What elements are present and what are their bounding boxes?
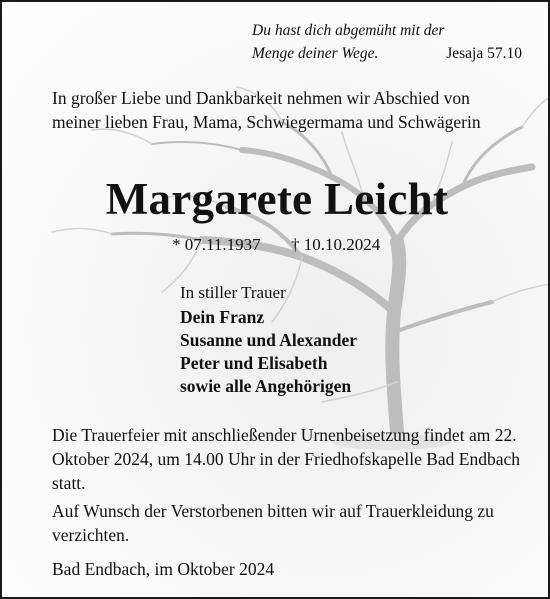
deceased-name: Margarete Leicht [105,174,449,224]
life-dates [172,233,432,257]
mourner-item: sowie alle Angehörigen [180,376,352,396]
mourner-item: Susanne und Alexander [180,330,358,350]
death-date: † 10.10.2024 [291,235,381,254]
bible-quote [252,19,522,65]
mourning-intro: In stiller Trauer [180,283,286,302]
quote-line-2 [252,42,522,65]
mourner-item: Peter und Elisabeth [180,353,328,373]
quote-line-1: Du hast dich abgemüht mit der [252,22,445,39]
quote-reference: Jesaja 57.10 [446,45,522,62]
funeral-info: Die Trauerfeier mit anschließender Urnenbeisetzung findet am 22. Oktober 2024, um 14.00 Uhr in der Friedhofskapelle Bad Endbach statt. [52,425,521,493]
intro-text: In großer Liebe und Dankbarkeit nehmen wir Abschied von meiner lieben Frau, Mama, Schwiegermama und Schwägerin [52,88,481,132]
quote-verse: Menge deiner Wege. [252,45,379,62]
mourner-item: Dein Franz [180,307,265,327]
clothing-wish: Auf Wunsch der Verstorbenen bitten wir auf Trauerkleidung zu verzichten. [52,501,494,545]
birth-date: * 07.11.1937 [172,235,261,254]
mourners-list [180,306,357,398]
place-and-date: Bad Endbach, im Oktober 2024 [52,559,275,579]
